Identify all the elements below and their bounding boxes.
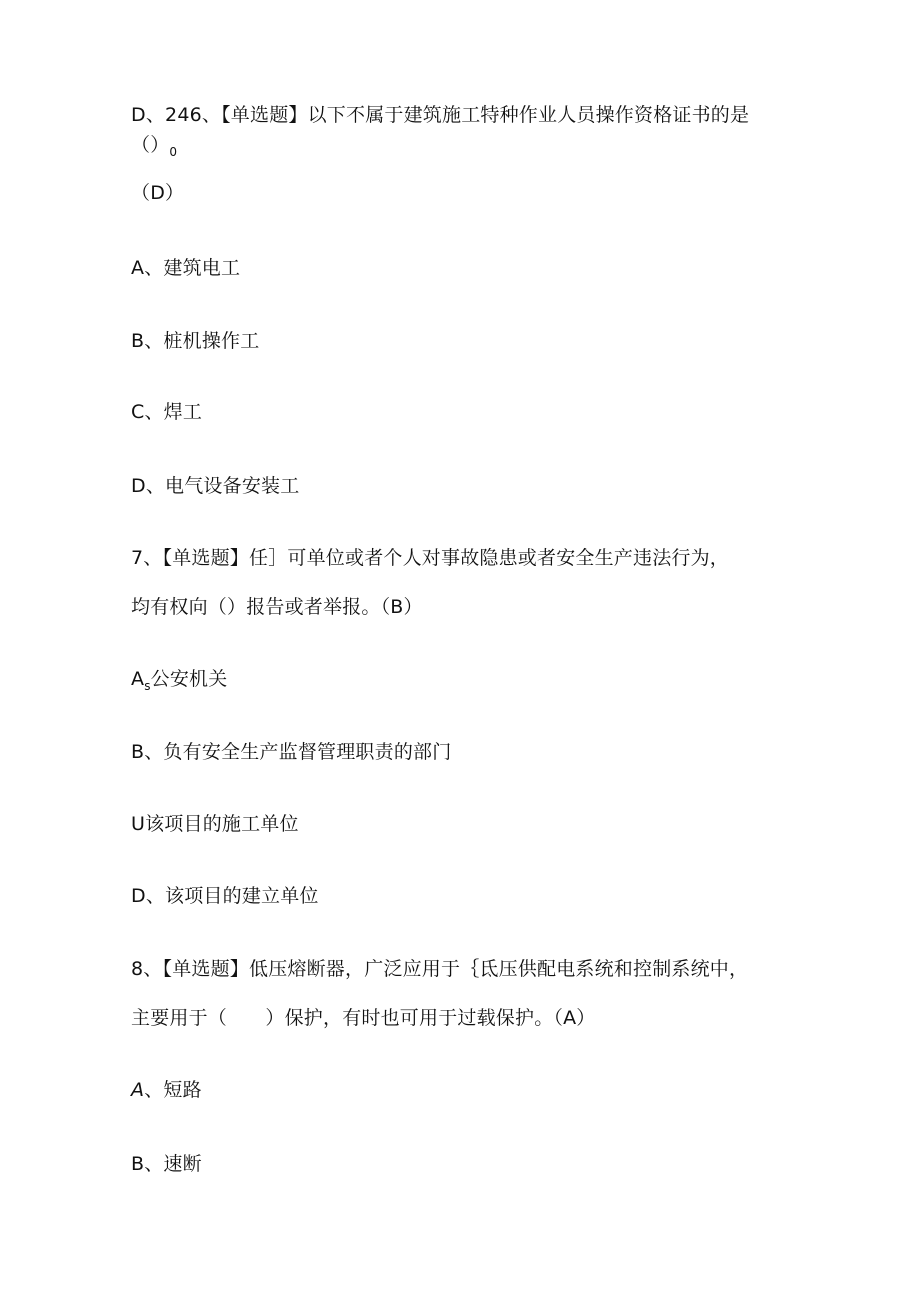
option-d: D、电气设备安装工 — [131, 475, 300, 497]
option-subscript: s — [144, 679, 151, 693]
question-7-stem: 7、【单选题】任］可单位或者个人对事故隐患或者安全生产违法行为， — [131, 547, 729, 569]
answer-blank: （） — [131, 134, 170, 156]
question-7-stem-continued: 均有权向（）报告或者举报。（B） — [131, 596, 423, 618]
option-text: 公安机关 — [150, 668, 228, 690]
option-b: B、速断 — [131, 1153, 202, 1175]
question-6-stem-continued — [131, 133, 177, 159]
option-letter: A — [131, 668, 145, 690]
option-a — [131, 1078, 202, 1102]
option-c: U该项目的施工单位 — [131, 813, 299, 835]
option-c: C、焊工 — [131, 401, 203, 423]
option-text: 、短路 — [144, 1079, 202, 1101]
option-letter: A — [131, 1079, 145, 1101]
option-d: D、该项目的建立单位 — [131, 885, 319, 907]
option-b: B、桩机操作工 — [131, 330, 260, 352]
stem-suffix: 0 — [169, 145, 178, 159]
question-6-answer: （D） — [131, 182, 185, 204]
option-a — [131, 667, 227, 693]
option-a: A、建筑电工 — [131, 257, 241, 279]
option-b: B、负有安全生产监督管理职责的部门 — [131, 741, 452, 763]
question-8-stem-continued: 主要用于（ ）保护，有时也可用于过载保护。（A） — [131, 1007, 596, 1029]
question-8-stem: 8、【单选题】低压熔断器，广泛应用于｛氐压供配电系统和控制系统中， — [131, 958, 749, 980]
question-6-stem: D、246、【单选题】以下不属于建筑施工特种作业人员操作资格证书的是 — [131, 104, 750, 126]
